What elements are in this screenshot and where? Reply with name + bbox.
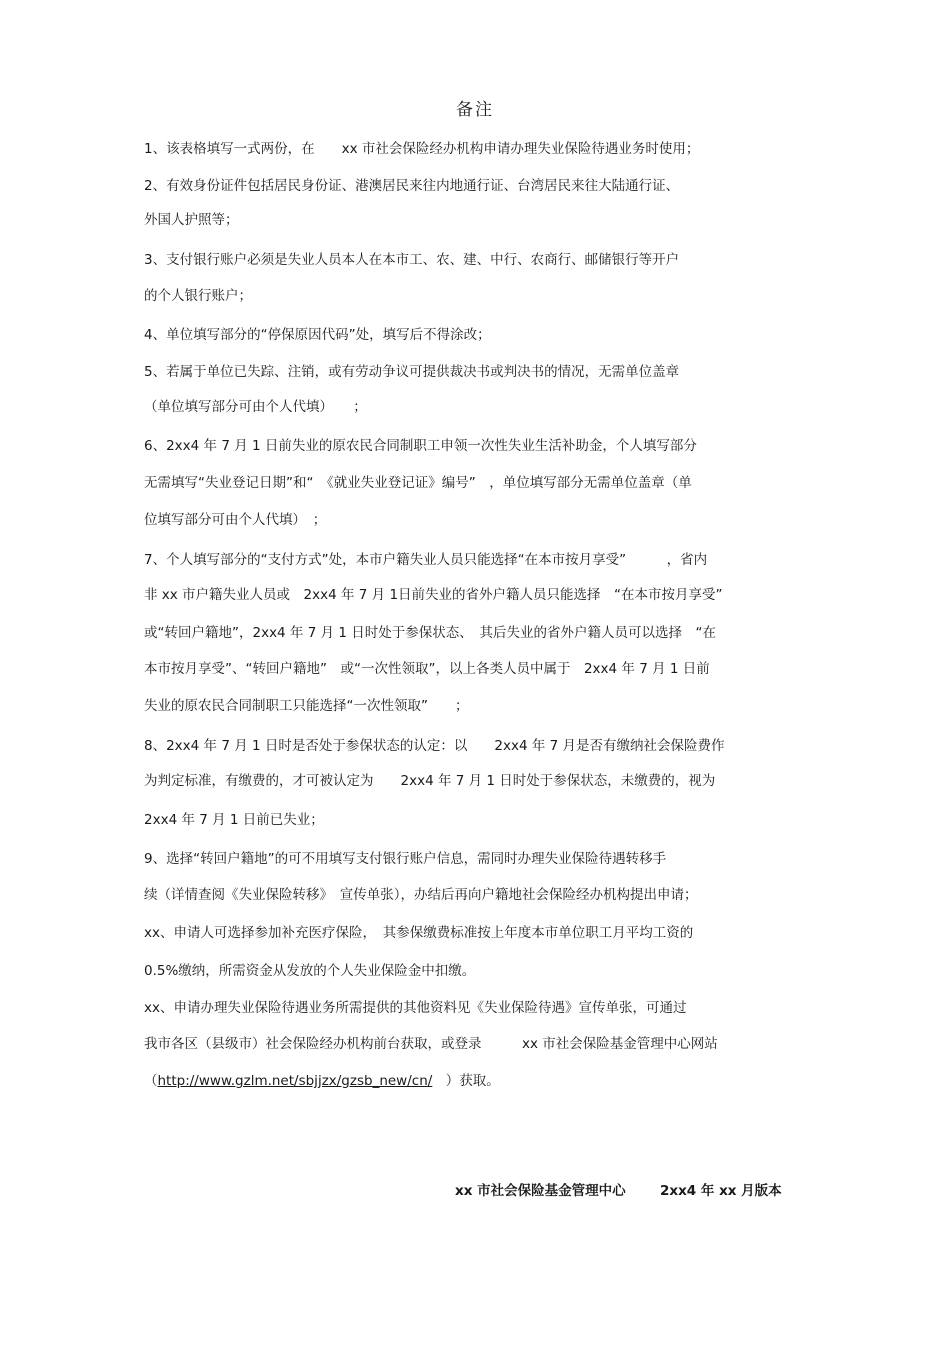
note-line-22: xx、申请人可选择参加补充医疗保险， 其参保缴费标准按上年度本市单位职工月平均工资的 (144, 925, 694, 941)
note-line-20: 9、选择“转回户籍地”的可不用填写支付银行账户信息，需同时办理失业保险待遇转移手 (144, 851, 667, 867)
url-suffix: ）获取。 (432, 1073, 500, 1089)
note-line-14: 或“转回户籍地”，2xx4 年 7 月 1 日时处于参保状态、 其后失业的省外户籍人员可以选择 “在 (144, 625, 717, 641)
note-line-10: 无需填写“失业登记日期”和“ 《就业失业登记证》编号” ，单位填写部分无需单位盖章（单 (144, 475, 692, 491)
note-line-3: 外国人护照等； (144, 212, 239, 228)
website-link[interactable]: http://www.gzlm.net/sbjjzx/gzsb_new/cn/ (157, 1073, 433, 1089)
note-line-4: 3、支付银行账户必须是失业人员本人在本市工、农、建、中行、农商行、邮储银行等开户 (144, 252, 680, 268)
note-line-9: 6、2xx4 年 7 月 1 日前失业的原农民合同制职工申领一次性失业生活补助金，个人填写部分 (144, 438, 697, 454)
note-line-6: 4、单位填写部分的“停保原因代码”处，填写后不得涂改； (144, 327, 491, 343)
note-line-15: 本市按月享受”、“转回户籍地” 或“一次性领取”，以上各类人员中属于 2xx4 年 7 月 1 日前 (144, 661, 710, 677)
note-line-12: 7、个人填写部分的“支付方式”处，本市户籍失业人员只能选择“在本市按月享受” ，省内 (144, 552, 708, 568)
note-line-21: 续（详情查阅《失业保险转移》 宣传单张），办结后再向户籍地社会保险经办机构提出申请； (144, 887, 698, 903)
note-line-2: 2、有效身份证件包括居民身份证、港澳居民来往内地通行证、台湾居民来往大陆通行证、 (144, 178, 680, 194)
url-line (144, 1069, 500, 1089)
note-line-1: 1、该表格填写一式两份，在 xx 市社会保险经办机构申请办理失业保险待遇业务时使用； (144, 141, 700, 157)
note-line-19: 2xx4 年 7 月 1 日前已失业； (144, 812, 324, 828)
footer-version: 2xx4 年 xx 月版本 (659, 1183, 782, 1199)
note-line-11: 位填写部分可由个人代填） ； (144, 512, 327, 528)
note-line-17: 8、2xx4 年 7 月 1 日时是否处于参保状态的认定：以 2xx4 年 7 月是否有缴纳社会保险费作 (144, 738, 725, 754)
note-line-25: 我市各区（县级市）社会保险经办机构前台获取，或登录 xx 市社会保险基金管理中心网站 (144, 1036, 718, 1052)
footer-org: xx 市社会保险基金管理中心 (455, 1183, 626, 1199)
footer (455, 1179, 782, 1199)
note-line-5: 的个人银行账户； (144, 288, 252, 304)
note-line-16: 失业的原农民合同制职工只能选择“一次性领取” ； (144, 698, 469, 714)
note-line-24: xx、申请办理失业保险待遇业务所需提供的其他资料见《失业保险待遇》宣传单张，可通过 (144, 1000, 687, 1016)
page-title: 备注 (456, 100, 494, 120)
note-line-7: 5、若属于单位已失踪、注销，或有劳动争议可提供裁决书或判决书的情况，无需单位盖章 (144, 364, 680, 380)
note-line-18: 为判定标准，有缴费的，才可被认定为 2xx4 年 7 月 1 日时处于参保状态，未缴费的，视为 (144, 773, 716, 789)
note-line-13: 非 xx 市户籍失业人员或 2xx4 年 7 月 1日前失业的省外户籍人员只能选择 “在本市按月享受” (144, 587, 723, 603)
note-line-8: （单位填写部分可由个人代填） ； (144, 399, 367, 415)
note-line-23: 0.5%缴纳，所需资金从发放的个人失业保险金中扣缴。 (144, 963, 476, 979)
url-prefix: （ (144, 1073, 158, 1089)
